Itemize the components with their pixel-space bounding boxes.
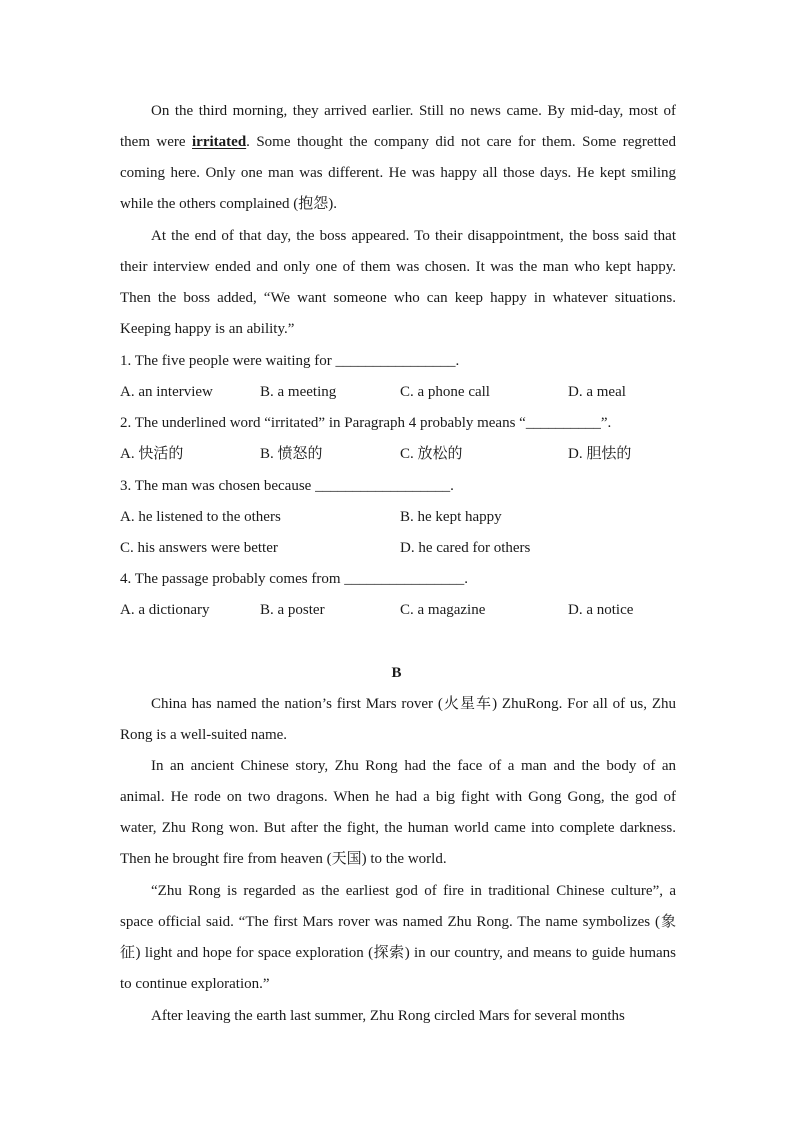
option-b[interactable]: B. a meeting xyxy=(260,384,337,400)
passage-a-paragraph-4 xyxy=(120,96,676,220)
option-c[interactable]: C. 放松的 xyxy=(400,446,463,462)
option-c[interactable]: C. a phone call xyxy=(400,384,490,400)
question-4-stem: 4. The passage probably comes from ________________. xyxy=(120,571,468,587)
question-4-options xyxy=(120,595,680,626)
paragraph-text: On the third morning, they arrived earlier. Still no news came. By mid-day, most of them were xyxy=(120,103,676,150)
option-d[interactable]: D. a notice xyxy=(568,602,634,618)
question-3-options-row-2 xyxy=(120,533,680,564)
question-2-stem: 2. The underlined word “irritated” in Paragraph 4 probably means “__________”. xyxy=(120,415,612,431)
question-1-stem: 1. The five people were waiting for ________________. xyxy=(120,353,460,369)
question-3-options-row-1 xyxy=(120,502,680,533)
option-b[interactable]: B. a poster xyxy=(260,602,325,618)
option-a[interactable]: A. 快活的 xyxy=(120,446,184,462)
section-b-title: B xyxy=(391,665,402,681)
option-b[interactable]: B. he kept happy xyxy=(400,509,502,525)
option-a[interactable]: A. a dictionary xyxy=(120,602,210,618)
passage-a-paragraph-5: At the end of that day, the boss appeared. To their disappointment, the boss said that their interview ended and only one of them was chosen. It was the man who kept happy. Then the boss added, “We want someone who can keep happy in whatever situations. Keeping happy is an ability.” xyxy=(120,228,676,337)
option-a[interactable]: A. he listened to the others xyxy=(120,509,281,525)
option-d[interactable]: D. 胆怯的 xyxy=(568,446,632,462)
passage-b-paragraph-2: In an ancient Chinese story, Zhu Rong had the face of a man and the body of an animal. He rode on two dragons. When he had a big fight with Gong Gong, the god of water, Zhu Rong won. But after the fight, the human world came into complete darkness. Then he brought fire from heaven (天国) to the world. xyxy=(120,758,676,867)
option-a[interactable]: A. an interview xyxy=(120,384,213,400)
passage-b-paragraph-1: China has named the nation’s first Mars rover (火星车) ZhuRong. For all of us, Zhu Rong is a well-suited name. xyxy=(120,696,676,743)
passage-b-paragraph-4: After leaving the earth last summer, Zhu Rong circled Mars for several months xyxy=(151,1008,625,1024)
option-c[interactable]: C. a magazine xyxy=(400,602,486,618)
question-1-options xyxy=(120,377,680,408)
option-c[interactable]: C. his answers were better xyxy=(120,540,278,556)
question-3-stem: 3. The man was chosen because __________________. xyxy=(120,478,454,494)
option-d[interactable]: D. a meal xyxy=(568,384,626,400)
question-2-options xyxy=(120,439,680,470)
passage-b-paragraph-3: “Zhu Rong is regarded as the earliest god of fire in traditional Chinese culture”, a space official said. “The first Mars rover was named Zhu Rong. The name symbolizes (象征) light and hope for space exploration (探索) in our country, and means to guide humans to continue exploration.” xyxy=(120,883,676,992)
option-b[interactable]: B. 愤怒的 xyxy=(260,446,323,462)
option-d[interactable]: D. he cared for others xyxy=(400,540,531,556)
paragraph-text: . Some thought the company did not care for them. Some regretted coming here. Only one man was different. He was happy all those days. He kept smiling while the others complained (抱怨). xyxy=(120,134,677,212)
underlined-word: irritated xyxy=(192,134,247,150)
